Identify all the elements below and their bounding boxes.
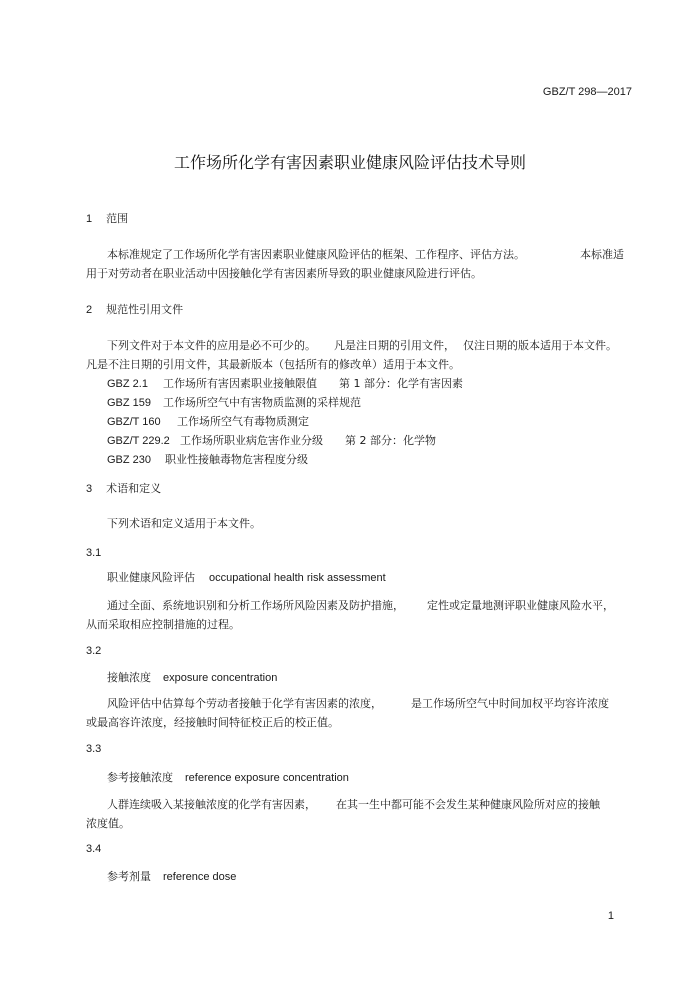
term-chinese: 参考剂量 xyxy=(107,870,151,883)
reference-part: 第 2 部分：化学物 xyxy=(345,434,436,447)
section-title: 范围 xyxy=(106,212,129,225)
reference-item xyxy=(107,431,436,451)
reference-code: GBZ 230 xyxy=(107,454,152,466)
term-definition-line-2: 浓度值。 xyxy=(86,817,130,830)
section-1-para-line-1a: 本标准规定了工作场所化学有害因素职业健康风险评估的框架、工作程序、评估方法。 xyxy=(107,248,525,261)
section-1-heading xyxy=(86,210,128,226)
section-2-intro-a: 下列文件对于本文件的应用是必不可少的。 xyxy=(107,339,316,352)
term-english: exposure concentration xyxy=(163,672,278,684)
term-chinese: 接触浓度 xyxy=(107,671,151,684)
term-definition-a: 人群连续吸入某接触浓度的化学有害因素， xyxy=(107,798,316,811)
term-definition-a: 通过全面、系统地识别和分析工作场所风险因素及防护措施， xyxy=(107,599,404,612)
term-heading xyxy=(107,867,236,887)
reference-part: 第 1 部分：化学有害因素 xyxy=(339,377,463,390)
reference-code: GBZ 2.1 xyxy=(107,378,148,390)
reference-code: GBZ/T 229.2 xyxy=(107,435,170,447)
section-2-intro-line-2: 凡是不注日期的引用文件，其最新版本（包括所有的修改单）适用于本文件。 xyxy=(86,358,460,371)
term-english: reference exposure concentration xyxy=(185,772,349,784)
reference-title: 职业性接触毒物危害程度分级 xyxy=(165,453,308,466)
section-1-para-line-2: 用于对劳动者在职业活动中因接触化学有害因素所导致的职业健康风险进行评估。 xyxy=(86,267,482,280)
reference-item xyxy=(107,374,463,394)
section-number: 2 xyxy=(86,304,93,316)
term-heading xyxy=(107,768,349,788)
reference-title: 工作场所职业病危害作业分级 xyxy=(180,434,323,447)
term-definition-b: 是工作场所空气中时间加权平均容许浓度 xyxy=(411,697,609,710)
section-title: 术语和定义 xyxy=(106,482,162,495)
term-heading xyxy=(107,668,277,688)
reference-code: GBZ 159 xyxy=(107,397,152,409)
term-definition-a: 风险评估中估算每个劳动者接触于化学有害因素的浓度， xyxy=(107,697,382,710)
term-number: 3.3 xyxy=(86,743,102,755)
reference-code: GBZ/T 160 xyxy=(107,416,161,428)
document-title: 工作场所化学有害因素职业健康风险评估技术导则 xyxy=(173,153,526,172)
term-english: occupational health risk assessment xyxy=(209,572,386,584)
term-definition-line-2: 从而采取相应控制措施的过程。 xyxy=(86,618,240,631)
section-2-intro-c: 仅注日期的版本适用于本文件。 xyxy=(463,339,617,352)
section-3-heading xyxy=(86,480,161,496)
reference-item xyxy=(107,393,361,413)
standard-code: GBZ/T 298—2017 xyxy=(542,86,632,98)
reference-item xyxy=(107,412,309,432)
section-3-intro: 下列术语和定义适用于本文件。 xyxy=(107,517,261,530)
term-chinese: 职业健康风险评估 xyxy=(107,571,195,584)
term-english: reference dose xyxy=(163,871,237,883)
term-definition-b: 在其一生中都可能不会发生某种健康风险所对应的接触 xyxy=(336,798,600,811)
term-number: 3.4 xyxy=(86,843,102,855)
reference-title: 工作场所空气中有害物质监测的采样规范 xyxy=(163,396,361,409)
section-title: 规范性引用文件 xyxy=(106,303,184,316)
term-definition-line-2: 或最高容许浓度，经接触时间特征校正后的校正值。 xyxy=(86,716,339,729)
section-number: 3 xyxy=(86,483,93,495)
reference-title: 工作场所空气有毒物质测定 xyxy=(177,415,309,428)
term-chinese: 参考接触浓度 xyxy=(107,771,173,784)
term-number: 3.2 xyxy=(86,645,102,657)
section-2-intro-b: 凡是注日期的引用文件， xyxy=(334,339,455,352)
section-1-para-line-1b: 本标准适 xyxy=(580,248,624,261)
term-definition-b: 定性或定量地测评职业健康风险水平， xyxy=(427,599,614,612)
reference-title: 工作场所有害因素职业接触限值 xyxy=(163,377,317,390)
section-2-heading xyxy=(86,301,183,317)
term-heading xyxy=(107,568,386,588)
reference-item xyxy=(107,450,308,470)
term-number: 3.1 xyxy=(86,547,102,559)
section-number: 1 xyxy=(86,213,93,225)
page-number: 1 xyxy=(607,910,614,922)
